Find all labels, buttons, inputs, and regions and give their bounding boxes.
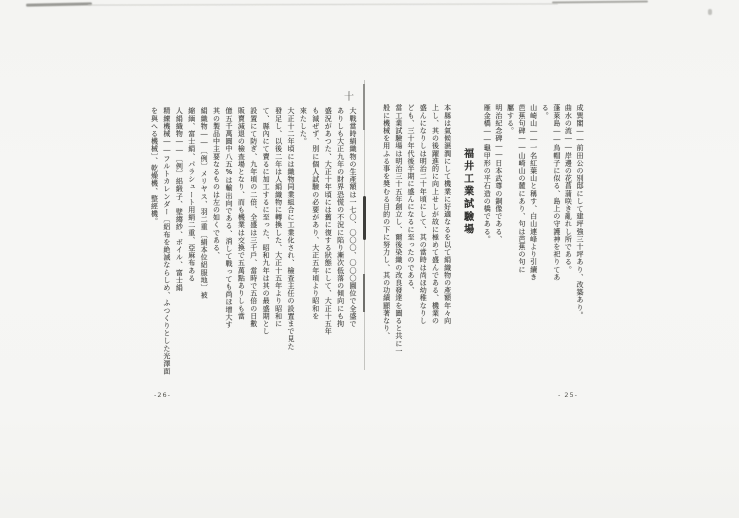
text-column: 當工業試驗場は明治三十五年創立し、爾後染織の改良發達を圖ると共に一: [394, 104, 403, 355]
text-column: 明治紀念碑――日本武尊の銅像である、: [494, 104, 503, 243]
text-column: 來たした。: [299, 107, 308, 145]
text-column: 其の製品中主要なるものは左の如くである、: [212, 107, 221, 259]
text-column: を與へる機械〕、乾燥機、整經機。: [150, 107, 159, 226]
page-number-left: -26-: [154, 391, 171, 399]
section-heading-fukui-industrial-testing-station: 福井工業試驗場: [461, 148, 473, 237]
text-column: 山崎山――一名紅葉山と稱す、白山連峰より引續き: [529, 104, 538, 281]
gutter-fold-segment: [363, 196, 366, 240]
text-column: 大戰當時絹織物の生產額は一七〇、〇〇〇、〇〇〇圓位で全盛で: [349, 107, 357, 328]
text-column: 上し、其の後躍進的に向上せしが故に極めて盛んである、機業の: [431, 104, 440, 325]
text-column: 大正十二年頃には織物同業組合に工業化され、檢查主任の設置まで見た: [286, 107, 295, 351]
text-column: 芭蕉句碑――山崎山の麓にあり、句は芭蕉の句に: [518, 104, 527, 274]
text-column: 精練機械――フルトカレンダー〔絽布を絶滅ならしめ、ふつくりとした光澤面: [162, 107, 171, 375]
text-column: 曲水の流――岸邊の花菖蒲咲き亂れし所である。: [564, 104, 573, 274]
text-column: 成巽閣――前田公の別邸にして建坪強三十坪あり、改築あり。: [576, 104, 584, 319]
text-column: 屬する。: [506, 104, 515, 135]
text-column: 人絹織物――〔例〕絽緞子、壁縐紗、ボイル、富士絹: [175, 107, 184, 292]
text-column: 縮緬、富士絹、パラシュート用絹二重、亞麻布ある: [187, 107, 196, 282]
text-column: る。: [541, 104, 550, 120]
text-column: 盛況があつた、大正十年頃には舊に復する狀態にして、大正十五年: [324, 107, 333, 335]
text-column: 雁金橋――龜甲形の平石造の橋である。: [483, 104, 492, 243]
right-page-text-block: [372, 104, 585, 396]
scan-artifact-speck: [708, 9, 712, 15]
text-column: て、縣內にて賣るに加工するに至った、昭和九年は其の最盛期とし: [262, 107, 271, 335]
text-column: 絹織物――〔例〕メリヤス、羽二重〔絹本位絽服地〕被: [200, 107, 209, 299]
text-column: 設置にて防ぎ、九年頃の二倍、全盛は三千戶、當時で五倍の日數: [249, 107, 258, 328]
page-number-right: - 25-: [558, 391, 579, 399]
left-page-text-block: [128, 107, 359, 395]
gutter-cross-mark: 十: [344, 92, 354, 103]
text-column: ども、三十年代後半期に盛んになるに至ったのである、: [407, 104, 416, 294]
text-column: も減ぜず、別に個人試驗の必要があり、大正五年頃より昭和を: [311, 107, 320, 320]
text-column: 販賣減退の檢查場となり、而も機業は交換で五萬點ありしも當: [237, 107, 246, 320]
text-column: 本縣は氣候濕潤にして機業に好適なるを以て絹織物の產額年々向: [443, 104, 452, 325]
text-column: 發足し、以後二年は人絹織物に轉換した、大正十五年より昭和に: [274, 107, 283, 328]
text-column: 蓬萊島――烏帽子に似る、島上の守護神を祀りてあ: [552, 104, 561, 281]
text-column: ありしも大正九年の財界恐慌の不況に陷り漸次低落の傾向にも拘: [336, 107, 345, 328]
text-column: 般に機械を用ふる事を奬むる目的の下に努力し、其の功績顯著なり、: [382, 104, 391, 340]
scan-artifact-top-line: [88, 3, 558, 5]
text-column: 盛んになりしは明治二十年頃にして、其の當時は尚ほ幼稚なりし: [419, 104, 428, 325]
gutter-fold-segment: [363, 274, 365, 312]
scan-artifact-top-right: [552, 0, 648, 3]
text-column: 億五千萬圓中八五%は輸出向である、消して戰っても尚ほ增大す: [224, 107, 233, 329]
gutter-fold-segment: [363, 84, 365, 130]
scan-artifact-top-left: [26, 2, 92, 6]
